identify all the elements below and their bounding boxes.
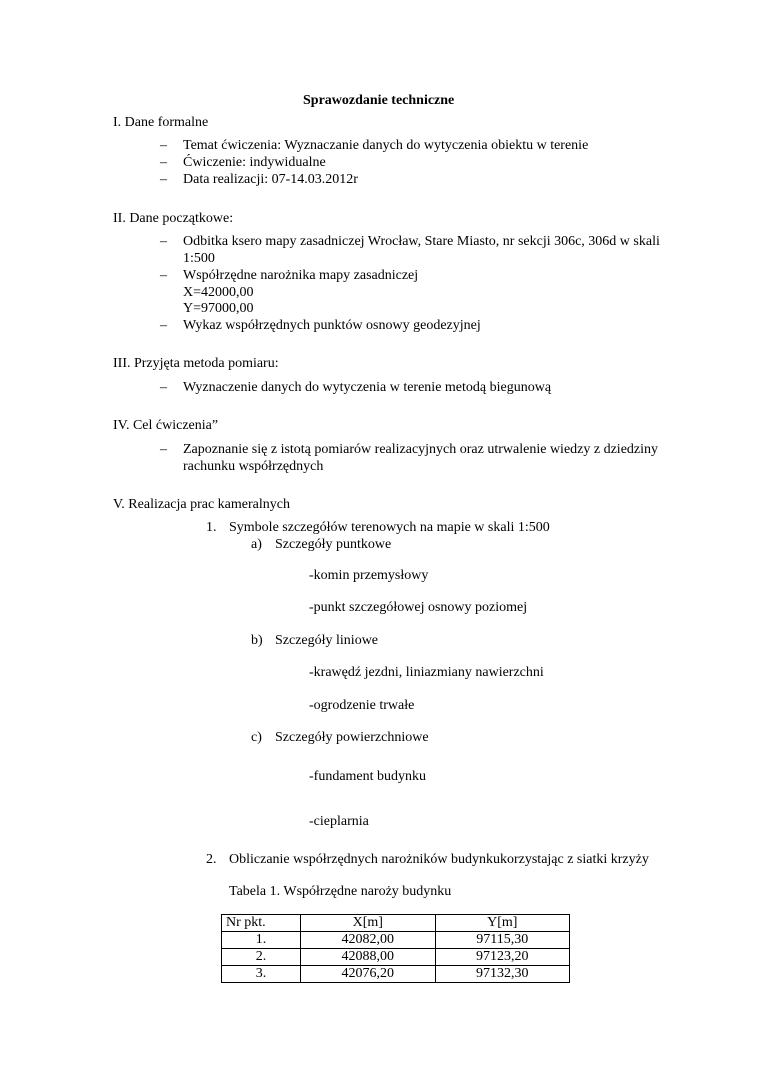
table-cell: 2. [222,949,301,966]
table-cell: 1. [222,932,301,949]
detail-symbol-item: -fundament budynku [309,769,427,784]
section-3-heading: III. Przyjęta metoda pomiaru: [113,356,279,371]
subitem-text: Szczegóły powierzchniowe [275,730,429,745]
section-1-item: Temat ćwiczenia: Wyznaczanie danych do wytyczenia obiektu w terenie [183,138,589,153]
table-row [222,949,570,966]
subitem-label: c) [251,730,262,745]
column-header: Nr pkt. [222,915,301,932]
bullet-dash: – [160,318,167,333]
bullet-dash: – [160,380,167,395]
bullet-dash: – [160,234,167,249]
column-header: Y[m] [435,915,570,932]
detail-symbol-item: -ogrodzenie trwałe [309,698,415,713]
bullet-dash: – [160,442,167,457]
section-2-item-continued: 1:500 [183,251,215,266]
table-row [222,932,570,949]
detail-symbol-item: -cieplarnia [309,814,369,829]
table-header-row [222,915,570,932]
table-cell: 42088,00 [301,949,436,966]
detail-symbol-item: -punkt szczegółowej osnowy poziomej [309,600,528,615]
table-cell: 3. [222,966,301,983]
column-header: X[m] [301,915,436,932]
table-cell: 97115,30 [435,932,570,949]
subitem-text: Szczegóły liniowe [275,633,379,648]
numbered-item-text: Symbole szczegółów terenowych na mapie w skali 1:500 [229,520,550,535]
bullet-dash: – [160,155,167,170]
numbered-item-text: Obliczanie współrzędnych narożników budynkukorzystając z siatki krzyży [229,852,649,867]
bullet-dash: – [160,172,167,187]
table-cell: 97123,20 [435,949,570,966]
detail-symbol-item: -krawędź jezdni, liniazmiany nawierzchni [309,665,544,680]
section-2-heading: II. Dane początkowe: [113,211,234,226]
section-1-item: Ćwiczenie: indywidualne [183,155,326,170]
subitem-label: a) [251,537,262,552]
bullet-dash: – [160,138,167,153]
corner-coordinate-y: Y=97000,00 [183,301,254,316]
numbered-item-number: 1. [206,520,217,535]
table-cell: 97132,30 [435,966,570,983]
subitem-label: b) [251,633,263,648]
section-4-item: Zapoznanie się z istotą pomiarów realizacyjnych oraz utrwalenie wiedzy z dziedziny [183,442,659,457]
section-4-item-continued: rachunku współrzędnych [183,459,324,474]
subitem-text: Szczegóły puntkowe [275,537,392,552]
numbered-item-number: 2. [206,852,217,867]
section-1-heading: I. Dane formalne [113,115,209,130]
corner-coordinate-x: X=42000,00 [183,285,254,300]
table-row [222,966,570,983]
section-1-item: Data realizacji: 07-14.03.2012r [183,172,358,187]
section-5-heading: V. Realizacja prac kameralnych [113,497,290,512]
table-caption: Tabela 1. Współrzędne naroży budynku [229,884,452,899]
section-2-item: Współrzędne narożnika mapy zasadniczej [183,268,419,283]
section-3-item: Wyznaczenie danych do wytyczenia w terenie metodą biegunową [183,380,552,395]
section-4-heading: IV. Cel ćwiczenia” [113,418,219,433]
page-title: Sprawozdanie techniczne [303,93,455,108]
table-cell: 42082,00 [301,932,436,949]
coordinates-table [221,914,570,983]
section-2-item: Wykaz współrzędnych punktów osnowy geodezyjnej [183,318,481,333]
table-cell: 42076,20 [301,966,436,983]
detail-symbol-item: -komin przemysłowy [309,568,429,583]
section-2-item: Odbitka ksero mapy zasadniczej Wrocław, Stare Miasto, nr sekcji 306c, 306d w skali [183,234,660,249]
bullet-dash: – [160,268,167,283]
